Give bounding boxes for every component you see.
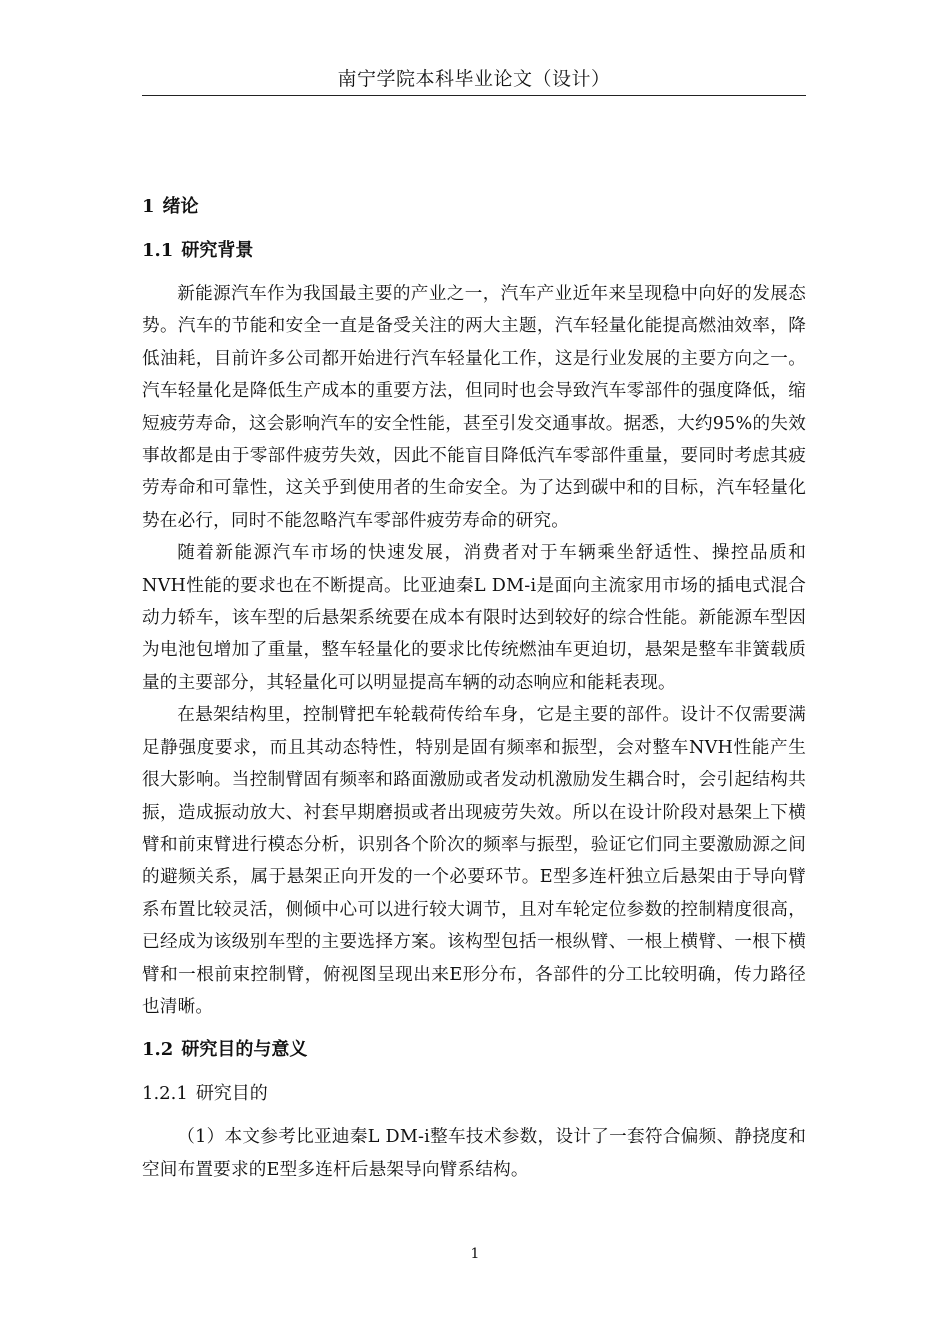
chapter-heading (142, 190, 806, 224)
body-paragraph-1: 新能源汽车作为我国最主要的产业之一，汽车产业近年来呈现稳中向好的发展态势。汽车的节能和安全一直是备受关注的两大主题，汽车轻量化能提高燃油效率，降低油耗，目前许多公司都开始进行汽车轻量化工作，这是行业发展的主要方向之一。汽车轻量化是降低生产成本的重要方法，但同时也会导致汽车零部件的强度降低，缩短疲劳寿命，这会影响汽车的安全性能，甚至引发交通事故。据悉，大约95%的失效事故都是由于零部件疲劳失效，因此不能盲目降低汽车零部件重量，要同时考虑其疲劳寿命和可靠性，这关乎到使用者的生命安全。为了达到碳中和的目标，汽车轻量化势在必行，同时不能忽略汽车零部件疲劳寿命的研究。 (142, 284, 806, 531)
body-paragraph-2: 随着新能源汽车市场的快速发展，消费者对于车辆乘坐舒适性、操控品质和NVH性能的要求也在不断提高。比亚迪秦L DM-i是面向主流家用市场的插电式混合动力轿车，该车型的后悬架系统要在成本有限时达到较好的综合性能。新能源车型因为电池包增加了重量，整车轻量化的要求比传统燃油车更迫切，悬架是整车非簧载质量的主要部分，其轻量化可以明显提高车辆的动态响应和能耗表现。 (142, 543, 806, 693)
subsection-number: 1.2.1 (142, 1083, 188, 1105)
header-rule (142, 95, 806, 96)
subsection-title: 研究目的 (195, 1083, 268, 1105)
subsection-heading-1-2-1 (142, 1077, 806, 1111)
chapter-number: 1 (142, 196, 155, 217)
page-number: 1 (470, 1246, 480, 1262)
section-number: 1.1 (142, 240, 174, 261)
page-content (142, 190, 806, 1186)
body-paragraph-4: （1）本文参考比亚迪秦L DM-i整车技术参数，设计了一套符合偏频、静挠度和空间布置要求的E型多连杆后悬架导向臂系结构。 (142, 1127, 806, 1180)
chapter-title: 绪论 (162, 196, 199, 217)
running-header: 南宁学院本科毕业论文（设计） (337, 68, 611, 90)
section-title: 研究背景 (181, 240, 254, 261)
section-number: 1.2 (142, 1039, 174, 1061)
body-paragraph-3: 在悬架结构里，控制臂把车轮载荷传给车身，它是主要的部件。设计不仅需要满足静强度要求，而且其动态特性，特别是固有频率和振型，会对整车NVH性能产生很大影响。当控制臂固有频率和路面激励或者发动机激励发生耦合时，会引起结构共振，造成振动放大、衬套早期磨损或者出现疲劳失效。所以在设计阶段对悬架上下横臂和前束臂进行模态分析，识别各个阶次的频率与振型，验证它们同主要激励源之间的避频关系，属于悬架正向开发的一个必要环节。E型多连杆独立后悬架由于导向臂系布置比较灵活，侧倾中心可以进行较大调节，且对车轮定位参数的控制精度很高，已经成为该级别车型的主要选择方案。该构型包括一根纵臂、一根上横臂、一根下横臂和一根前束控制臂，俯视图呈现出来E形分布，各部件的分工比较明确，传力路径也清晰。 (142, 705, 806, 1017)
section-heading-1-2 (142, 1033, 806, 1067)
section-heading-1-1 (142, 234, 806, 268)
section-title: 研究目的与意义 (181, 1039, 308, 1061)
